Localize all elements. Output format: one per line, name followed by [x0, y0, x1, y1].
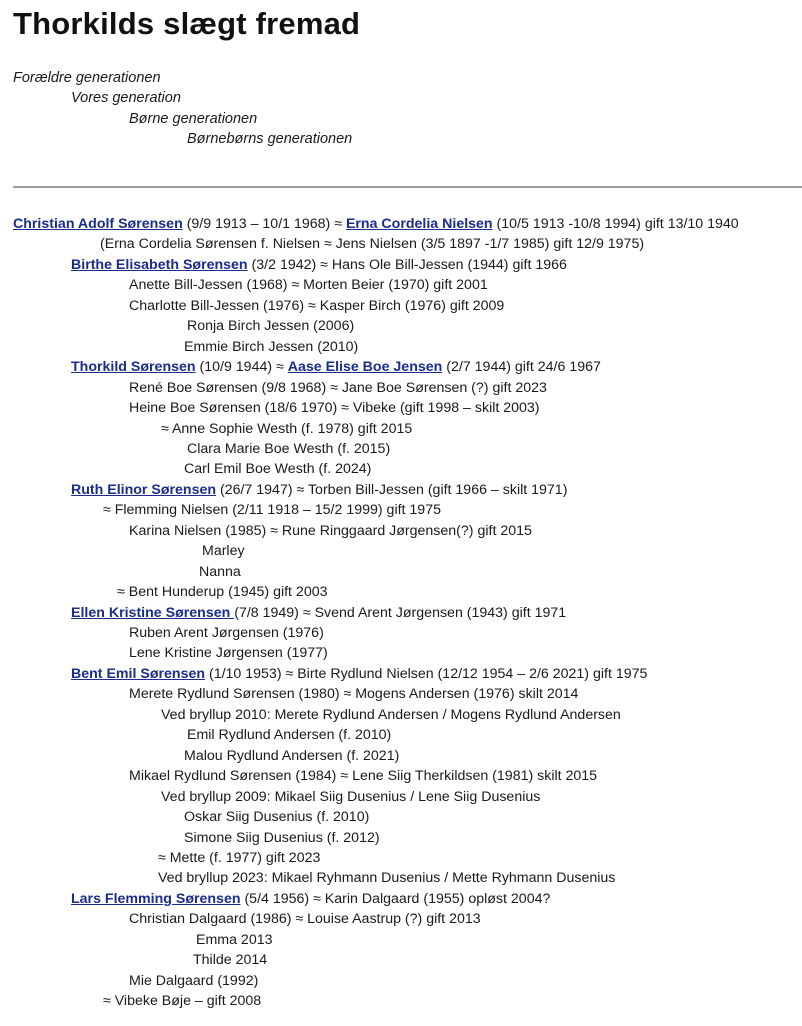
person-details: Ruben Arent Jørgensen (1976) [129, 625, 324, 641]
person-details: Heine Boe Sørensen (18/6 1970) ≈ Vibeke (gift 1998 – skilt 2003) [129, 400, 540, 416]
person-details: Thilde 2014 [193, 952, 268, 968]
tree-row [129, 398, 540, 418]
tree-row [71, 603, 566, 623]
person-details: Emma 2013 [196, 932, 273, 948]
person-details: ≈ Mette (f. 1977) gift 2023 [158, 850, 321, 866]
tree-row [184, 746, 399, 766]
person-details: Oskar Siig Dusenius (f. 2010) [184, 809, 370, 825]
tree-row [184, 337, 358, 357]
tree-row [187, 316, 354, 336]
tree-row [184, 807, 369, 827]
tree-row [202, 541, 245, 561]
tree-row [71, 480, 567, 500]
tree-row [158, 848, 320, 868]
person-link[interactable]: Ruth Elinor Sørensen [71, 482, 217, 498]
person-link[interactable]: Lars Flemming Sørensen [71, 891, 241, 907]
horizontal-divider [13, 186, 802, 188]
tree-row [71, 664, 647, 684]
person-details: Carl Emil Boe Westh (f. 2024) [184, 461, 372, 477]
tree-row [13, 214, 739, 234]
person-details: Nanna [199, 564, 241, 580]
person-details: Malou Rydlund Andersen (f. 2021) [184, 748, 400, 764]
tree-row [161, 787, 540, 807]
person-details: Christian Dalgaard (1986) ≈ Louise Aastrup (?) gift 2013 [129, 911, 481, 927]
tree-row [129, 275, 488, 295]
person-details: Emmie Birch Jessen (2010) [184, 339, 359, 355]
person-details: Karina Nielsen (1985) ≈ Rune Ringgaard Jørgensen(?) gift 2015 [129, 523, 532, 539]
person-details: Merete Rydlund Sørensen (1980) ≈ Mogens Andersen (1976) skilt 2014 [129, 686, 579, 702]
tree-row [161, 419, 412, 439]
tree-row [158, 868, 615, 888]
tree-row [71, 255, 567, 275]
tree-row [71, 357, 601, 377]
person-details: Lene Kristine Jørgensen (1977) [129, 645, 328, 661]
person-details: (26/7 1947) ≈ Torben Bill-Jessen (gift 1966 – skilt 1971) [216, 482, 568, 498]
person-details: (Erna Cordelia Sørensen f. Nielsen ≈ Jens Nielsen (3/5 1897 -1/7 1985) gift 12/9 1975) [100, 236, 645, 252]
tree-row [161, 705, 621, 725]
person-details: (3/2 1942) ≈ Hans Ole Bill-Jessen (1944) gift 1966 [247, 257, 567, 273]
person-link[interactable]: Christian Adolf Sørensen [13, 216, 183, 232]
person-details: ≈ Vibeke Bøje – gift 2008 [103, 993, 262, 1009]
person-details: (10/5 1913 -10/8 1994) gift 13/10 1940 [492, 216, 739, 232]
tree-row [199, 562, 241, 582]
tree-row [129, 971, 258, 991]
tree-row [129, 766, 597, 786]
person-details: Anette Bill-Jessen (1968) ≈ Morten Beier (1970) gift 2001 [129, 277, 488, 293]
person-details: (1/10 1953) ≈ Birte Rydlund Nielsen (12/12 1954 – 2/6 2021) gift 1975 [205, 666, 648, 682]
page-title: Thorkilds slægt fremad [13, 6, 361, 41]
person-link[interactable]: Ellen Kristine Sørensen [71, 605, 235, 621]
tree-row [187, 725, 391, 745]
tree-row [71, 889, 550, 909]
tree-row [129, 521, 532, 541]
person-details: (2/7 1944) gift 24/6 1967 [442, 359, 601, 375]
person-details: René Boe Sørensen (9/8 1968) ≈ Jane Boe Sørensen (?) gift 2023 [129, 380, 547, 396]
tree-row [100, 234, 644, 254]
person-details: ≈ Anne Sophie Westh (f. 1978) gift 2015 [161, 421, 413, 437]
person-details: (10/9 1944) ≈ [195, 359, 288, 375]
person-details: Ved bryllup 2010: Merete Rydlund Andersen / Mogens Rydlund Andersen [161, 707, 621, 723]
tree-row [129, 378, 547, 398]
person-link[interactable]: Birthe Elisabeth Sørensen [71, 257, 248, 273]
legend-grandchildren-generation: Børnebørns generationen [187, 131, 353, 147]
tree-row [193, 950, 267, 970]
person-details: Emil Rydlund Andersen (f. 2010) [187, 727, 392, 743]
tree-row [129, 909, 481, 929]
person-details: (7/8 1949) ≈ Svend Arent Jørgensen (1943) gift 1971 [234, 605, 567, 621]
tree-row [117, 582, 328, 602]
person-details: ≈ Flemming Nielsen (2/11 1918 – 15/2 1999) gift 1975 [103, 502, 441, 518]
person-details: (9/9 1913 – 10/1 1968) ≈ [182, 216, 346, 232]
person-link[interactable]: Bent Emil Sørensen [71, 666, 206, 682]
person-details: Simone Siig Dusenius (f. 2012) [184, 830, 380, 846]
tree-row [129, 623, 324, 643]
person-details: (5/4 1956) ≈ Karin Dalgaard (1955) opløst 2004? [240, 891, 551, 907]
tree-row [196, 930, 273, 950]
person-details: Ronja Birch Jessen (2006) [187, 318, 355, 334]
legend-parents-generation: Forældre generationen [13, 70, 161, 86]
person-details: ≈ Bent Hunderup (1945) gift 2003 [117, 584, 328, 600]
person-details: Clara Marie Boe Westh (f. 2015) [187, 441, 391, 457]
person-details: Ved bryllup 2009: Mikael Siig Dusenius / Lene Siig Dusenius [161, 789, 541, 805]
tree-row [129, 296, 504, 316]
person-link[interactable]: Erna Cordelia Nielsen [345, 216, 493, 232]
tree-row [103, 500, 441, 520]
person-link[interactable]: Aase Elise Boe Jensen [287, 359, 443, 375]
person-details: Marley [202, 543, 245, 559]
tree-row [129, 684, 578, 704]
person-details: Ved bryllup 2023: Mikael Ryhmann Dusenius / Mette Ryhmann Dusenius [158, 870, 616, 886]
tree-row [129, 643, 328, 663]
tree-row [184, 459, 371, 479]
person-details: Charlotte Bill-Jessen (1976) ≈ Kasper Birch (1976) gift 2009 [129, 298, 505, 314]
person-details: Mie Dalgaard (1992) [129, 973, 259, 989]
legend-our-generation: Vores generation [71, 90, 181, 106]
legend-children-generation: Børne generationen [129, 111, 258, 127]
person-details: Mikael Rydlund Sørensen (1984) ≈ Lene Siig Therkildsen (1981) skilt 2015 [129, 768, 598, 784]
tree-row [103, 991, 261, 1011]
tree-row [187, 439, 390, 459]
tree-row [184, 828, 380, 848]
person-link[interactable]: Thorkild Sørensen [71, 359, 196, 375]
